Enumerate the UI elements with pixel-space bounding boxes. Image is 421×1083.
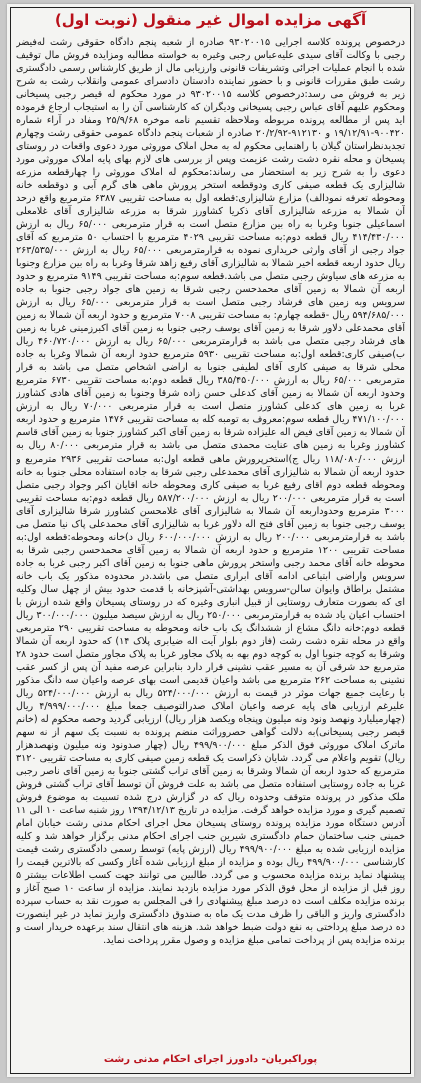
notice-body [16,36,405,1042]
notice-title: آگهی مزایده اموال غیر منقول (نوبت اول) [54,11,367,29]
notice-signature: پوراکبریان- دادورز اجرای احکام مدنی رشت [103,1054,318,1065]
notice-body-text: درخصوص پرونده کلاسه اجرایی ۹۳۰۲۰۰۱۵ صادره از شعبه پنجم دادگاه حقوقی رشت له‌فیضر رجبی با وکالت آقای سیدی علیه‌عباس رجبی وغیره به خواسته مطالبه ومزایده فروش مال توقیف شده با انجام عملیات اجرائی وتشریفات قانونی وارزیابی مال از طریق کارشناس رسمی دادگستری رشت طبق مقررات قانونی و با حضور نماینده دادستان دادسرای عمومی وانقلاب رشت به شرح زیر به فروش می رسد:درخصوص کلاسه ۹۳۰۲۰۰۱۵ در مورد محکوم له قیصر رجبی پسیخانی ومحکوم علیهم آقای عباس رجبی پسیخانی ودیگران که کارشناسی آن را به استیجاب ارجاع فرموده اید پس از مطالعه پرونده مربوطه وملاحظه تقسیم نامه موخره ۲۵/۹/۶۸ ومفاد در آراء شماره ۹۰۰۴۲۰-۱۹/۱۲/۹۱ و ۹۱۲۱۳۰-۲۰/۲/۹۲ صادره از شعبات پنجم دادگاه عمومی حقوقی رشت وچهارم تجدیدنظراستان گیلان با راهنمایی محکوم له به محل املاک موروثی مورد دعوی واقعات در روستای پسیخان و محله نقره دشت رشت عزیمت وپس از بررسی های لازم بهای پایه املاک موروثی مورد دعوی را به شرح زیر به استحضار می رساند:محکوم له املاک موروثی را چهارقطعه مزرعه شالیزاری یک قطعه صیفی کاری ودوقطعه استخر پرورش ماهی های گرم آبی و دوقطعه خانه ومحوطه تعرفه نمودالف) مزارع شالیزاری:قطعه اول به مساحت تقریبی ۶۳۸۷ مترمربع واقع درحد آن شمالا به مزرعه شالیزاری آقای ذکریا کشاورز شرقا به مزرعه شالیزاری آقای غلامعلی اسماعیلی جنوبا وغربا به راه بین مزارع متصل است به قرار مترمربعی ۶۵/۰۰۰ ریال به ارزش ۴۱۴/۴۳۰/۰۰۰ ریال قطعه دوم:به مساحت تقریبی ۴۰۲۹ مترمربع با احتساب ۵۰ مترمربع که آقای جواد رجبی از آقای وارثی خریداری نموده به قرارمترمربعی ۶۵/۰۰۰ ریال به ارزش ۲۶۳/۵۳۵/۰۰۰ ریال حدود اربعه قطعه اخیر شمالا به شالیزاری آقای رفیع زاهد شرقا وغربا به راه بین مزارع وجنوبا به مزرعه های سیاوش رجبی متصل می باشد.قطعه سوم:به مساحت تقریبی ۹۱۴۹ مترمربع و حدود اربعه آن شمالا به زمین آقای محمدحسن رجبی شرقا به زمین های جواد رجبی جنوبا به جاده سرویس وبه زمین های فرشاد رجبی متصل است به قرار مترمربعی ۶۵/۰۰۰ ریال به ارزش ۵۹۴/۶۸۵/۰۰۰ ریال -قطعه چهارم: به مساحت تقریبی ۷۰۰۸ مترمربع و حدود اربعه آن شمالا به زمین آقای محمدعلی دلاور شرقا به زمین آقای یوسف رجبی جنوبا به زمین آقای اکبرزمینی غربا به زمین های فرشاد رجبی متصل می باشد به قرارمترمربعی ۶۵/۰۰۰ ریال به ارزش ۴۶۰/۷۲۰/۰۰۰ ریال ب)صیفی کاری:قطعه اول:به مساحت تقریبی ۵۹۳۰ مترمربع حدود اربعه آن شمالا وغربا به جاده محلی شرقا به صیفی کاری آقای لطیفی جنوبا به اراضی اشخاص متصل می باشد به قرار مترمربعی ۶۵/۰۰۰ ریال به ارزش ۳۸۵/۴۵۰/۰۰۰ ریال قطعه دوم:به مساحت تقریبی ۶۷۳۰ مترمربع وحدود اربعه آن شمالا به زمین آقای کدعلی حسن زاده شرقا وجنوبا به زمین آقای هادی کشاورز غربا به زمین های کدعلی کشاورز متصل است به قرار مترمربعی ۷۰/۰۰۰ ریال به ارزش ۴۷۱/۱۰۰/۰۰۰ ریال قطعه سوم:معروف به تومبه کله به مساحت تقریبی ۱۴۷۶ مترمربع و حدود اربعه آن شمالا به زمین آقای فیض اله علیزاده شرقا به زمین آقای اکبر کشاورز جنوبا به زمین آقای قاسم کشاورز وغربا به زمین های عنایت محمدی متصل می باشد به قرار مترمربعی ۸۰/۰۰۰ ریال به ارزش ۱۱۸/۰۸۰/۰۰۰ ریال ج)استخرپرورش ماهی قطعه اول:به مساحت تقریبی ۲۹۳۶ مترمربع و حدود اربعه آن شمالا به شالیزاری آقای محمدعلی رجبی شرقا به جاده استفاده محلی جنوبا به خانه ومحوطه قطعه دوم اقای رفیع غربا به صیفی کاری ومحوطه خانه اقایان اکبر وجواد رجبی متصل است به قرار مترمربعی ۲۰۰/۰۰۰ ریال به ارزش ۵۸۷/۲۰۰/۰۰۰ ریال قطعه دوم:به مساحت تقریبی ۳۰۰۰ مترمربع وحدوداربعه آن شمالا به شالیزاری آقای غلامحسن کشاورز شرقا شالیزاری آقای یوسف رجبی جنوبا به زمین آقای فتح اله دلاور غربا به شالیزاری آقای محمدعلی پاک نیا متصل می باشد به قرارمترمربعی ۲۰۰/۰۰۰ ریال به ارزش ۶۰۰/۰۰۰/۰۰۰ ریال د)خانه ومحوطه:قطعه اول:به مساحت تقریبی ۱۲۰۰ مترمربع و حدود اربعه آن شمالا به زمین آقای محمدحسن رجبی شرقا به محوطه خانه آقای محمد رجبی واستخر پرورش ماهی جنوبا به زمین آقای اکبر رجبی غربا به جاده سرویس واراضی ابتیاعی ادامه آقای ابراری متصل می باشد.در محدوده مذکور یک باب خانه مشتمل براطاق وایوان سالن-سرویس بهداشتی-آشپزخانه با قدمت حدود بیش از چهل سال وکلیه ای که بصورت متعارف روستایی از قبیل انباری وغیره که در روستای پسیخان واقع شده ارزش با احتساب اعیان یاد شده به قرارمترمربعی ۲۵۰/۰۰۰ ریال به ارزش سیصد میلیون ۳۰۰/۰۰۰/۰۰۰ ریال قطعه دوم:خانه دانگ مشاع از ششدانگ یک باب خانه ومحوطه به مساحت تقریبی ۲۹۰ مترمربعی واقع در محله نقره دشت رشت (فاز دوم بلوار آیت اله ضیابری پلاک ۱۴) که حدود اربعه آن شمالا وشرقا به کوچه جنوبا اول به کوچه دوم بهه به پلاک مجاور غربا به پلاک مجاور متصل است حدود ۲۸ مترمربع حد شرقی آن به مسیر عقب نشینی قرار دارد بنابراین عرصه مفید آن پس از کسر عقب نشینی به مساحت ۲۶۲ مترمربع می باشد واعیان قدیمی است بهای عرصه واعیان سه دانگ مذکور با رعایت جمیع جهات موثر در قیمت به ارزش ۵۲۴/۰۰۰/۰۰۰ ریال به ارزش ۵۲۴/۰۰۰/۰۰۰ ریال علیرغم ارزیابی های پایه عرصه واعیان املاک صدرالتوصیف جمعا مبلغ ۴/۹۹۹/۰۰۰/۰۰۰ ریال (چهارمیلیارد ونهصد ونود ونه میلیون وپنجاه ویکصد هزار ریال) ارزیابی گردید وحصه محکوم له (خانم قیصر رجبی پسیخانی)به دلالت گواهی حصروراثت منضم پرونده به نسبت یک سهم از نه سهم ماترک املاک موروثی فوق الذکر مبلغ ۴۹۹/۹۰۰/۰۰۰ ریال (چهار صدونود ونه میلیون ونهصدهزار ریال) تقویم واعلام می گردد. شایان ذکراست یک قطعه زمین صیفی کاری به مساحت تقریبی ۳۱۲۰ مترمربع که حدود اربعه آن شمالا وشرقا به زمین آقای تراب گشتی جنوبا به زمین آقای ناصر رجبی غربا به جاده روستایی استفاده متصل می باشد به علت فروش آن توسط آقای تراب گشتی فروش ملک مذکور در پرونده متوقف وحدوده ریال که در گزارش درج شده تسبیت به موضوع فروش تصمیم گیری و مورد مزایده خواهد گرفت. مزایده در تاریخ ۱۳۹۴/۱۲/۱۳ روز شنبه ساعت ۱۰ الی ۱۱ آدرس دستگاه مورد مزایده پرونده روستای پسیخان محل اجرای احکام مدنی رشت خیابان امام خمینی جنب ساختمان حمام دادگستری شیرین جنب اجرای احکام مدنی برگزار خواهد شد و کلیه مزایده ارزیابی شده به مبلغ ۴۹۹/۹۰۰/۰۰۰ ریال (ارزش پایه) توسط رسمی دادگستری رشت قیمت کارشناسی ۴۹۹/۹۰۰/۰۰۰ ریال بوده و مزایده از مبلغ ارزیابی شده آغاز وکسی که بالاترین قیمت را پیشنهاد نماید برنده مزایده محسوب و می گردد. طالبین می توانند جهت کسب اطلاعات بیشتر ۵ روز قبل از مزایده از محل فوق الذکر مورد مزایده بازدید نمایند. مزایده از ساعت ۱۰ صبح آغاز و برنده مزایده مکلف است ده درصد مبلغ پیشنهادی را فی المجلس به صورت نقد به حساب سپرده دادگستری واریز و الباقی را ظرف مدت یک ماه به صندوق دادگستری واریز نماید در غیر اینصورت ده درصد مبلغ پرداختی به نفع دولت ضبط خواهد شد. هزینه های انتقال سند برعهده خریدار است و برنده مزایده پس از پرداخت تمامی مبلغ مزایده و وصول مقرر پرداخت نماید. [16,37,405,947]
newspaper-clipping [7,4,414,1077]
